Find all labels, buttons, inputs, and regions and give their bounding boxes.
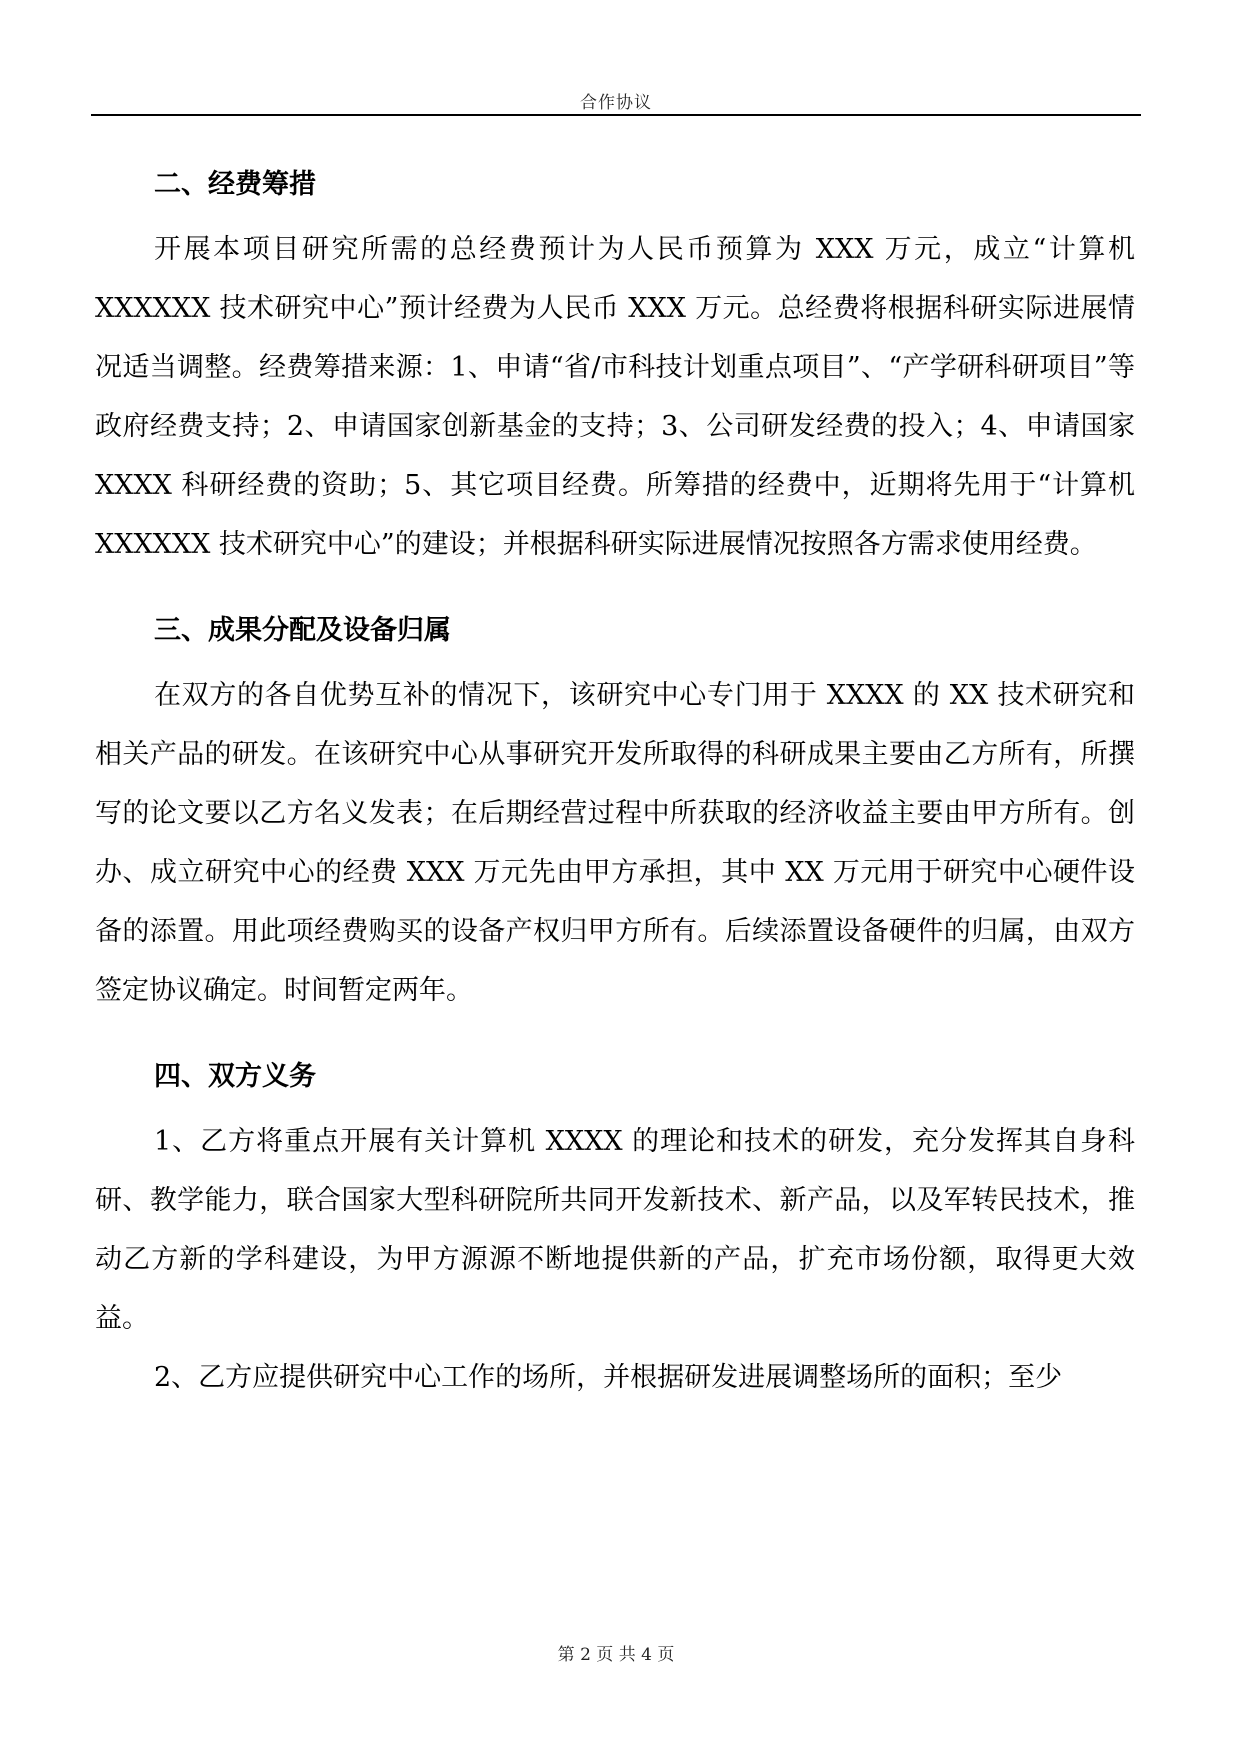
document-body (95, 160, 1135, 1407)
section-heading-funding: 二、经费筹措 (154, 169, 316, 200)
paragraph-results: 在双方的各自优势互补的情况下，该研究中心专门用于 XXXX 的 XX 技术研究和相关产品的研发。在该研究中心从事研究开发所取得的科研成果主要由乙方所有，所撰写的论文要以乙方名义发表；在后期经营过程中所获取的经济收益主要由甲方所有。创办、成立研究中心的经费 XXX 万元先由甲方承担，其中 XX 万元用于研究中心硬件设备的添置。用此项经费购买的设备产权归甲方所有。后续添置设备硬件的归属，由双方签定协议确定。时间暂定两年。 (95, 680, 1135, 1006)
paragraph-obligation-2: 2、乙方应提供研究中心工作的场所，并根据研发进展调整场所的面积；至少 (154, 1362, 1063, 1393)
paragraph-obligation-1: 1、乙方将重点开展有关计算机 XXXX 的理论和技术的研发，充分发挥其自身科研、教学能力，联合国家大型科研院所共同开发新技术、新产品，以及军转民技术，推动乙方新的学科建设，为甲方源源不断地提供新的产品，扩充市场份额，取得更大效益。 (95, 1126, 1135, 1334)
section-heading-results: 三、成果分配及设备归属 (154, 615, 451, 646)
paragraph-funding: 开展本项目研究所需的总经费预计为人民币预算为 XXX 万元，成立“计算机 XXXXXX 技术研究中心”预计经费为人民币 XXX 万元。总经费将根据科研实际进展情况适当调整。经费筹措来源：1、申请“省/市科技计划重点项目”、“产学研科研项目”等政府经费支持；2、申请国家创新基金的支持；3、公司研发经费的投入；4、申请国家 XXXX 科研经费的资助；5、其它项目经费。所筹措的经费中，近期将先用于“计算机 XXXXXX 技术研究中心”的建设；并根据科研实际进展情况按照各方需求使用经费。 (95, 234, 1135, 560)
section-heading-obligations: 四、双方义务 (154, 1061, 316, 1092)
page-number: 第 2 页 共 4 页 (557, 1645, 675, 1665)
running-header: 合作协议 (580, 93, 652, 113)
header-rule (91, 114, 1141, 116)
